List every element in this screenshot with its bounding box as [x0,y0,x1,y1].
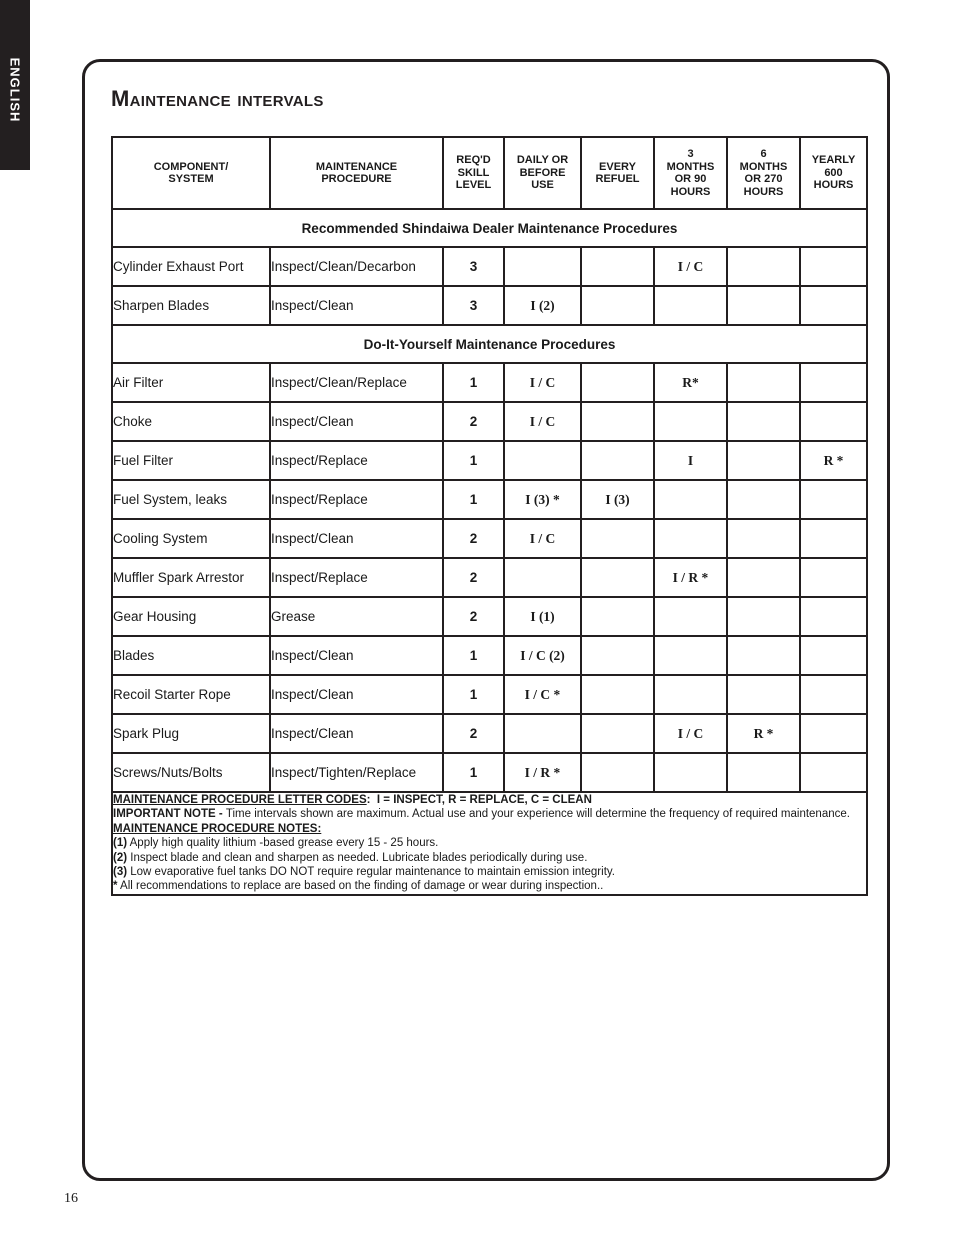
procedure-cell: Inspect/Clean [270,636,443,675]
three-month-cell: I [654,441,727,480]
table-row [112,480,867,519]
component-cell: Spark Plug [112,714,270,753]
col-header-daily: DAILY OR BEFORE USE [504,137,581,209]
daily-cell: I (1) [504,597,581,636]
component-cell: Fuel System, leaks [112,480,270,519]
note-text: Apply high quality lithium -based grease every 15 - 25 hours. [127,837,439,850]
note-text: All recommendations to replace are based on the finding of damage or wear during inspection.. [117,880,604,893]
yearly-cell [800,714,867,753]
refuel-cell: I (3) [581,480,654,519]
component-cell: Choke [112,402,270,441]
letter-codes-label: MAINTENANCE PROCEDURE LETTER CODES [113,794,367,806]
three-month-cell [654,675,727,714]
table-header-row [112,137,867,209]
table-row [112,753,867,792]
three-month-cell [654,753,727,792]
procedure-cell: Inspect/Replace [270,480,443,519]
yearly-cell [800,247,867,286]
procedure-cell: Inspect/Clean [270,519,443,558]
skill-level-cell: 1 [443,753,504,792]
note-marker: (2) [113,851,128,864]
table-row [112,675,867,714]
skill-level-cell: 1 [443,441,504,480]
col-header-refuel: EVERY REFUEL [581,137,654,209]
yearly-cell [800,558,867,597]
refuel-cell [581,441,654,480]
yearly-cell [800,753,867,792]
three-month-cell [654,519,727,558]
table-row [112,519,867,558]
col-header-component: COMPONENT/ SYSTEM [112,137,270,209]
six-month-cell [727,286,800,325]
important-note-text: Time intervals shown are maximum. Actual use and your experience will determine the frequency of required maintenance. [225,808,850,821]
procedure-cell: Inspect/Replace [270,441,443,480]
three-month-cell [654,480,727,519]
three-month-cell: I / C [654,247,727,286]
yearly-cell [800,636,867,675]
yearly-cell [800,597,867,636]
skill-level-cell: 1 [443,363,504,402]
language-tab [0,0,30,170]
procedure-cell: Inspect/Clean [270,714,443,753]
daily-cell [504,441,581,480]
refuel-cell [581,753,654,792]
six-month-cell [727,675,800,714]
maintenance-table [111,136,868,896]
three-month-cell: R* [654,363,727,402]
component-cell: Fuel Filter [112,441,270,480]
procedure-cell: Inspect/Clean/Decarbon [270,247,443,286]
daily-cell: I / C (2) [504,636,581,675]
col-header-3-months: 3 MONTHS OR 90 HOURS [654,137,727,209]
note-marker: * [113,880,118,893]
procedure-cell: Inspect/Clean/Replace [270,363,443,402]
six-month-cell [727,402,800,441]
daily-cell: I / R * [504,753,581,792]
refuel-cell [581,286,654,325]
section-title: Do-It-Yourself Maintenance Procedures [112,325,867,363]
skill-level-cell: 2 [443,597,504,636]
section-dealer [112,209,867,247]
three-month-cell: I / C [654,714,727,753]
six-month-cell [727,363,800,402]
component-cell: Cylinder Exhaust Port [112,247,270,286]
skill-level-cell: 2 [443,402,504,441]
notes-row [112,792,867,895]
component-cell: Blades [112,636,270,675]
skill-level-cell: 2 [443,558,504,597]
daily-cell: I (2) [504,286,581,325]
note-item [113,836,866,850]
six-month-cell: R * [727,714,800,753]
refuel-cell [581,402,654,441]
daily-cell: I / C [504,363,581,402]
skill-level-cell: 3 [443,286,504,325]
note-text: Inspect blade and clean and sharpen as needed. Lubricate blades periodically during use. [127,851,588,864]
six-month-cell [727,247,800,286]
daily-cell [504,714,581,753]
yearly-cell [800,286,867,325]
procedure-cell: Inspect/Clean [270,286,443,325]
skill-level-cell: 2 [443,714,504,753]
letter-codes-colon: : [366,794,371,806]
procedure-cell: Inspect/Clean [270,675,443,714]
table-row [112,636,867,675]
section-diy [112,325,867,363]
note-item [113,851,866,865]
yearly-cell: R * [800,441,867,480]
refuel-cell [581,636,654,675]
table-row [112,247,867,286]
col-header-procedure: MAINTENANCE PROCEDURE [270,137,443,209]
important-note [113,807,866,821]
component-cell: Air Filter [112,363,270,402]
daily-cell: I (3) * [504,480,581,519]
component-cell: Screws/Nuts/Bolts [112,753,270,792]
procedure-cell: Grease [270,597,443,636]
daily-cell [504,558,581,597]
procedure-notes-label: MAINTENANCE PROCEDURE NOTES: [113,822,322,835]
col-header-yearly: YEARLY 600 HOURS [800,137,867,209]
col-header-skill: REQ'D SKILL LEVEL [443,137,504,209]
three-month-cell [654,402,727,441]
yearly-cell [800,363,867,402]
skill-level-cell: 2 [443,519,504,558]
col-header-6-months: 6 MONTHS OR 270 HOURS [727,137,800,209]
daily-cell: I / C [504,402,581,441]
table-row [112,597,867,636]
six-month-cell [727,441,800,480]
three-month-cell [654,636,727,675]
component-cell: Muffler Spark Arrestor [112,558,270,597]
notes-cell [112,792,867,895]
daily-cell: I / C [504,519,581,558]
skill-level-cell: 1 [443,480,504,519]
yearly-cell [800,402,867,441]
yearly-cell [800,519,867,558]
six-month-cell [727,519,800,558]
table-row [112,286,867,325]
component-cell: Cooling System [112,519,270,558]
six-month-cell [727,753,800,792]
page-number: 16 [64,1191,78,1206]
skill-level-cell: 1 [443,675,504,714]
section-title: Recommended Shindaiwa Dealer Maintenance Procedures [112,209,867,247]
yearly-cell [800,675,867,714]
table-row [112,402,867,441]
daily-cell [504,247,581,286]
daily-cell: I / C * [504,675,581,714]
refuel-cell [581,675,654,714]
letter-codes-value: I = INSPECT, R = REPLACE, C = CLEAN [376,794,592,806]
note-marker: (3) [113,866,128,879]
language-tab-label: ENGLISH [7,57,23,123]
letter-codes-line [113,793,866,807]
important-note-label: IMPORTANT NOTE - [113,808,226,821]
skill-level-cell: 3 [443,247,504,286]
note-text: Low evaporative fuel tanks DO NOT require regular maintenance to maintain emission integrity. [127,866,615,879]
component-cell: Recoil Starter Rope [112,675,270,714]
refuel-cell [581,558,654,597]
three-month-cell [654,597,727,636]
page-title: Maintenance intervals [111,86,324,111]
table-row [112,441,867,480]
table-row [112,714,867,753]
three-month-cell [654,286,727,325]
six-month-cell [727,597,800,636]
yearly-cell [800,480,867,519]
refuel-cell [581,519,654,558]
refuel-cell [581,363,654,402]
note-item [113,879,866,893]
three-month-cell: I / R * [654,558,727,597]
note-item [113,865,866,879]
table-row [112,558,867,597]
six-month-cell [727,558,800,597]
component-cell: Sharpen Blades [112,286,270,325]
refuel-cell [581,714,654,753]
refuel-cell [581,597,654,636]
component-cell: Gear Housing [112,597,270,636]
six-month-cell [727,480,800,519]
procedure-cell: Inspect/Tighten/Replace [270,753,443,792]
table-row [112,363,867,402]
note-marker: (1) [113,837,128,850]
procedure-cell: Inspect/Clean [270,402,443,441]
procedure-cell: Inspect/Replace [270,558,443,597]
skill-level-cell: 1 [443,636,504,675]
six-month-cell [727,636,800,675]
refuel-cell [581,247,654,286]
